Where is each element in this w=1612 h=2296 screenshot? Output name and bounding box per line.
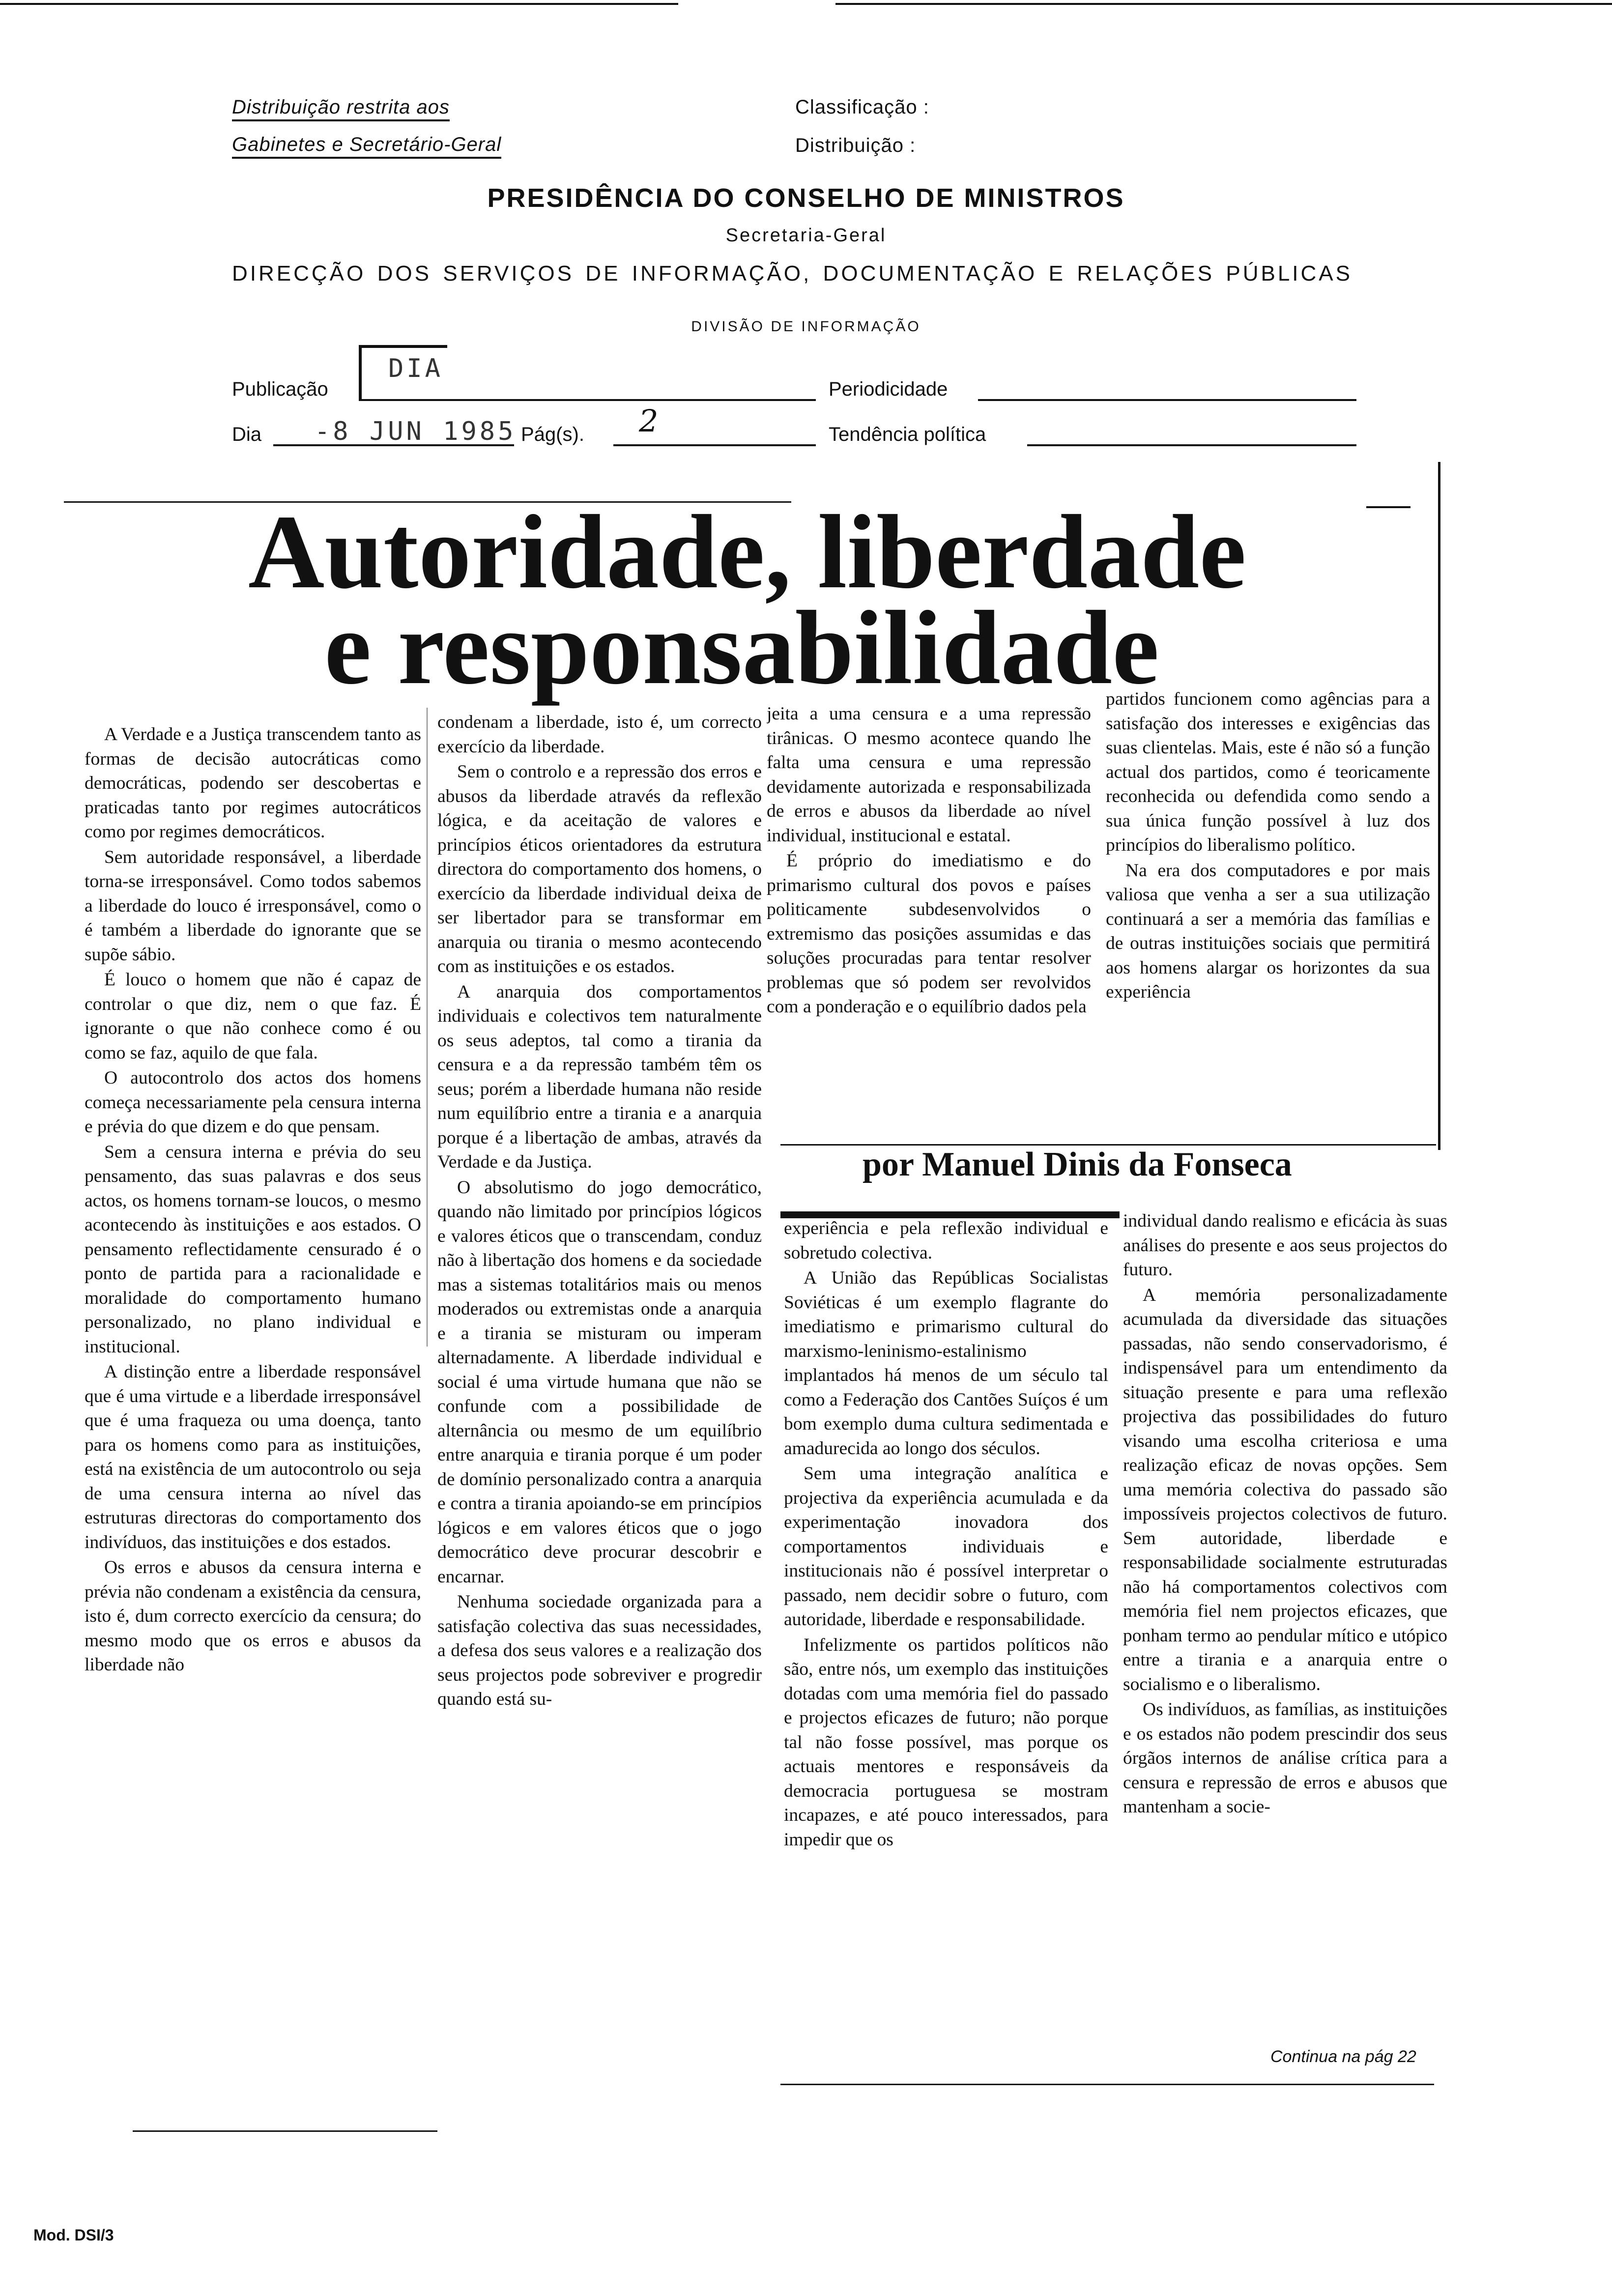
periodicidade-label: Periodicidade xyxy=(829,378,948,400)
pags-label: Pág(s). xyxy=(521,424,584,445)
paragraph: A União das Repúblicas Socialistas Soviéticas é um exemplo flagrante do imediatismo e primarismo cultural do marxismo-leninismo-estalinismo implantados há menos de um século tal como a Federação dos Cantões Suíços é um bom exemplo duma cultura sedimentada e amadurecida ao longo dos séculos. xyxy=(784,1268,1108,1459)
article-column-1 xyxy=(85,722,421,2118)
article-column-3-top xyxy=(767,702,1091,1139)
paragraph: Nenhuma sociedade organizada para a satisfação colectiva das suas necessidades, a defesa dos seus valores e a realização dos seus projectos pode sobreviver e progredir quando está su- xyxy=(437,1592,762,1709)
paragraph: Sem uma integração analítica e projectiva da experiência acumulada e da experimentação inovadora dos comportamentos individuais e institucionais não é possível interpretar o passado, nem decidir sobre o futuro, com autoridade, liberdade e responsabilidade. xyxy=(784,1464,1108,1630)
paragraph: Sem a censura interna e prévia do seu pensamento, das suas palavras e dos seus actos, os homens tornam-se loucos, o mesmo acontecendo às instituições e aos estados. O pensamento reflectidamente censurado é o ponto de partida para a racionalidade e moralidade do comportamento humano personalizado, no plano individual e institucional. xyxy=(85,1142,421,1357)
paragraph: A distinção entre a liberdade responsável que é uma virtude e a liberdade irresponsável que é uma fraqueza ou uma doença, tanto para os homens como para as instituições, está na existência de um autocontrolo ou seja de uma censura interna ao nível das estruturas directoras do comportamento dos indivíduos, das instituições e dos estados. xyxy=(85,1362,421,1552)
dia-value: -8 JUN 1985 xyxy=(315,417,517,446)
secretaria-geral: Secretaria-Geral xyxy=(725,225,887,246)
classificacao-label: Classificação : xyxy=(795,96,929,118)
clipping-top-right-mark xyxy=(1366,506,1410,508)
clipping-bottom-rule-left xyxy=(133,2130,437,2132)
paragraph: condenam a liberdade, isto é, um correcto exercício da liberdade. xyxy=(437,712,762,757)
pags-line xyxy=(613,444,816,446)
column-divider xyxy=(427,708,428,1347)
publicacao-line xyxy=(359,399,816,401)
paragraph: A memória personalizadamente acumulada da diversidade das situações passadas, não sendo conservadorismo, é indispensável para um entendimento da situação presente e para uma reflexão projectiva das possibilidades do futuro visando uma escolha criteriosa e uma realização eficaz de novas opções. Sem uma memória colectiva do passado são impossíveis projectos colectivos de futuro. Sem autoridade, liberdade e responsabilidade socialmente estruturadas não há comportamentos colectivos com memória fiel nem projectos eficazes, que ponham termo ao pendular mítico e utópico entre a tirania e a anarquia entre o socialismo e o liberalismo. xyxy=(1123,1285,1447,1694)
paragraph: partidos funcionem como agências para a satisfação dos interesses e exigências das suas clientelas. Mais, este é não só a função actual dos partidos, como é teoricamente reconhecida ou defendida como sendo a sua única função possível à luz dos princípios do liberalismo político. xyxy=(1106,689,1430,855)
paragraph: Infelizmente os partidos políticos não são, entre nós, um exemplo das instituições dotadas com uma memória fiel do passado e projectos eficazes de futuro; não porque tal não fosse possível, mas porque os actuais mentores e responsáveis da democracia portuguesa se mostram incapazes, e até pouco interessados, para impedir que os xyxy=(784,1635,1108,1850)
paragraph: Os erros e abusos da censura interna e prévia não condenam a existência da censura, isto é, dum correcto exercício da censura; do mesmo modo que os erros e abusos da liberdade não xyxy=(85,1557,421,1675)
paragraph: Sem o controlo e a repressão dos erros e abusos da liberdade através da reflexão lógica, e da aceitação de valores e princípios éticos orientadores da estrutura directora do comportamento dos homens, o exercício da liberdade individual deixa de ser libertador para se transformar em anarquia ou tirania o mesmo acontecendo com as instituições e os estados. xyxy=(437,762,762,976)
dia-label: Dia xyxy=(232,424,262,445)
restricted-distribution-line2: Gabinetes e Secretário-Geral xyxy=(232,134,501,159)
paragraph: É louco o homem que não é capaz de controlar o que diz, nem o que faz. É ignorante o que não conhece como é ou como se faz, aquilo de que fala. xyxy=(85,970,421,1063)
pags-value: 2 xyxy=(639,403,659,439)
dia-line xyxy=(273,444,514,446)
top-edge-line xyxy=(0,3,678,5)
article-column-2 xyxy=(437,710,762,2116)
direccao-servicos: DIRECÇÃO DOS SERVIÇOS DE INFORMAÇÃO, DOCUMENTAÇÃO E RELAÇÕES PÚBLICAS xyxy=(232,261,1353,286)
article-byline: por Manuel Dinis da Fonseca xyxy=(863,1146,1292,1183)
clipping-bottom-rule-right xyxy=(780,2084,1434,2085)
paragraph: Os indivíduos, as famílias, as instituições e os estados não podem prescindir dos seus órgãos internos de análise crítica para a censura e repressão de erros e abusos que mantenham a socie- xyxy=(1123,1699,1447,1817)
distribuicao-label: Distribuição : xyxy=(795,135,916,156)
paragraph: É próprio do imediatismo e do primarismo cultural dos povos e países politicamente subdesenvolvidos o extremismo das posições assumidas e das soluções procuradas para tentar resolver problemas que só podem ser revolvidos com a ponderação e o equilíbrio dados pela xyxy=(767,851,1091,1017)
paragraph: O absolutismo do jogo democrático, quando não limitado por princípios lógicos e valores éticos que o transcendam, conduz não à libertação dos homens e da sociedade mas a sistemas totalitários mais ou menos moderados ou extremistas onde a anarquia e a tirania se misturam ou imperam alternadamente. A liberdade individual e social é uma virtude humana que não se confunde com a possibilidade de alternância ou mesmo de um equilíbrio entre anarquia e tirania porque é um poder de domínio personalizado contra a anarquia e contra a tirania apoiando-se em princípios lógicos e em valores éticos que o jogo democrático deve procurar descobrir e encarnar. xyxy=(437,1177,762,1587)
article-column-4-top xyxy=(1106,687,1430,1139)
tendencia-line xyxy=(1027,444,1356,446)
paragraph: O autocontrolo dos actos dos homens começa necessariamente pela censura interna e prévia do que dizem e do que pensam. xyxy=(85,1068,421,1137)
periodicidade-line xyxy=(978,399,1356,401)
clipping-right-border xyxy=(1438,462,1440,1150)
headline-line2: e responsabilidade xyxy=(324,589,1159,706)
paragraph: experiência e pela reflexão individual e sobretudo colectiva. xyxy=(784,1218,1108,1263)
top-edge-line xyxy=(835,3,1612,5)
headline-line1: Autoridade, liberdade xyxy=(248,493,1246,610)
paragraph: Sem autoridade responsável, a liberdade torna-se irresponsável. Como todos sabemos a liberdade do louco é irresponsável, como o é também a liberdade do ignorante que se supõe sábio. xyxy=(85,847,421,965)
publicacao-value: DIA xyxy=(388,354,443,383)
tendencia-label: Tendência política xyxy=(829,424,986,445)
article-column-3-bottom xyxy=(784,1216,1108,2101)
paragraph: A anarquia dos comportamentos individuais e colectivos tem naturalmente os seus adeptos, tal como a tirania da censura e a da repressão também têm os seus; porém a liberdade humana não reside num equilíbrio entre a tirania e a anarquia porque é a libertação de ambas, através da Verdade e da Justiça. xyxy=(437,981,762,1172)
paragraph: Na era dos computadores e por mais valiosa que venha a ser a sua utilização continuará a ser a memória das famílias e de outras instituições sociais que permitirá aos homens alargar os horizontes da sua experiência xyxy=(1106,860,1430,1002)
divisao-informacao: DIVISÃO DE INFORMAÇÃO xyxy=(691,318,921,335)
restricted-distribution-line1: Distribuição restrita aos xyxy=(232,96,450,121)
article-column-4-bottom xyxy=(1123,1209,1447,2039)
continua-note: Continua na pág 22 xyxy=(1270,2047,1416,2066)
form-model-code: Mod. DSI/3 xyxy=(33,2226,114,2244)
paragraph: individual dando realismo e eficácia às suas análises do presente e aos seus projectos do futuro. xyxy=(1123,1211,1447,1280)
publicacao-label: Publicação xyxy=(232,378,328,400)
paragraph: jeita a uma censura e a uma repressão tirânicas. O mesmo acontece quando lhe falta uma censura e uma repressão devidamente autorizada e responsabilizada de erros e abusos da liberdade ao nível individual, institucional e estatal. xyxy=(767,704,1091,846)
paragraph: A Verdade e a Justiça transcendem tanto as formas de decisão autocráticas como democráticas, podendo ser descobertas e praticadas tanto por regimes autocráticos como por regimes democráticos. xyxy=(85,724,421,842)
organization-title: PRESIDÊNCIA DO CONSELHO DE MINISTROS xyxy=(487,183,1125,213)
